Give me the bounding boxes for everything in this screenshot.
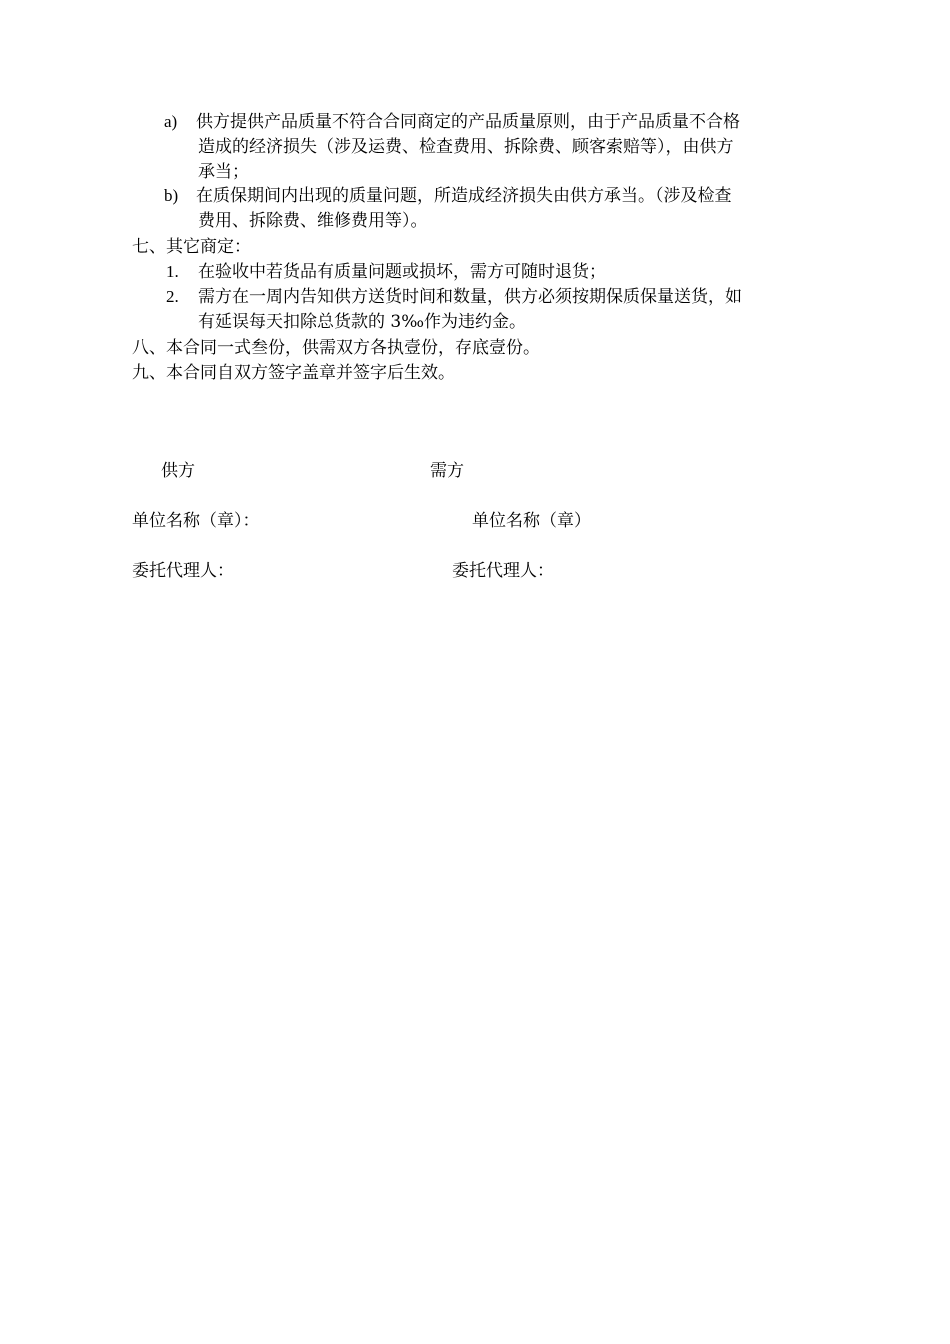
supplier-unit-name: 单位名称（章）： [132,511,260,531]
clause-eight: 八、本合同一式叁份，供需双方各执壹份，存底壹份。 [132,338,540,358]
item-a-line-2: 造成的经济损失（涉及运费、检查费用、拆除费、顾客索赔等），由供方 [198,137,734,157]
item-b-marker: b) [164,186,179,205]
clause-seven-heading: 七、其它商定： [132,237,251,257]
item-a-line-1: 供方提供产品质量不符合合同商定的产品质量原则，由于产品质量不合格 [196,112,740,132]
item-1-line-1: 在验收中若货品有质量问题或损坏，需方可随时退货； [198,262,606,282]
item-2-marker: 2. [166,287,179,306]
clause-nine: 九、本合同自双方签字盖章并签字后生效。 [132,363,455,383]
item-2-line-1: 需方在一周内告知供方送货时间和数量，供方必须按期保质保量送货，如 [198,287,742,307]
buyer-label: 需方 [430,461,464,481]
item-a-marker: a) [164,112,178,131]
buyer-agent: 委托代理人： [452,561,554,581]
supplier-agent: 委托代理人： [132,561,234,581]
item-2-line-2: 有延误每天扣除总货款的 3‰作为违约金。 [198,312,527,332]
item-1-marker: 1. [166,262,179,281]
supplier-label: 供方 [161,461,195,481]
item-a-line-3: 承当； [198,162,249,182]
item-b-line-2: 费用、拆除费、维修费用等）。 [198,211,428,231]
buyer-unit-name: 单位名称（章） [472,511,591,531]
item-b-line-1: 在质保期间内出现的质量问题，所造成经济损失由供方承当。（涉及检查 [196,186,732,206]
